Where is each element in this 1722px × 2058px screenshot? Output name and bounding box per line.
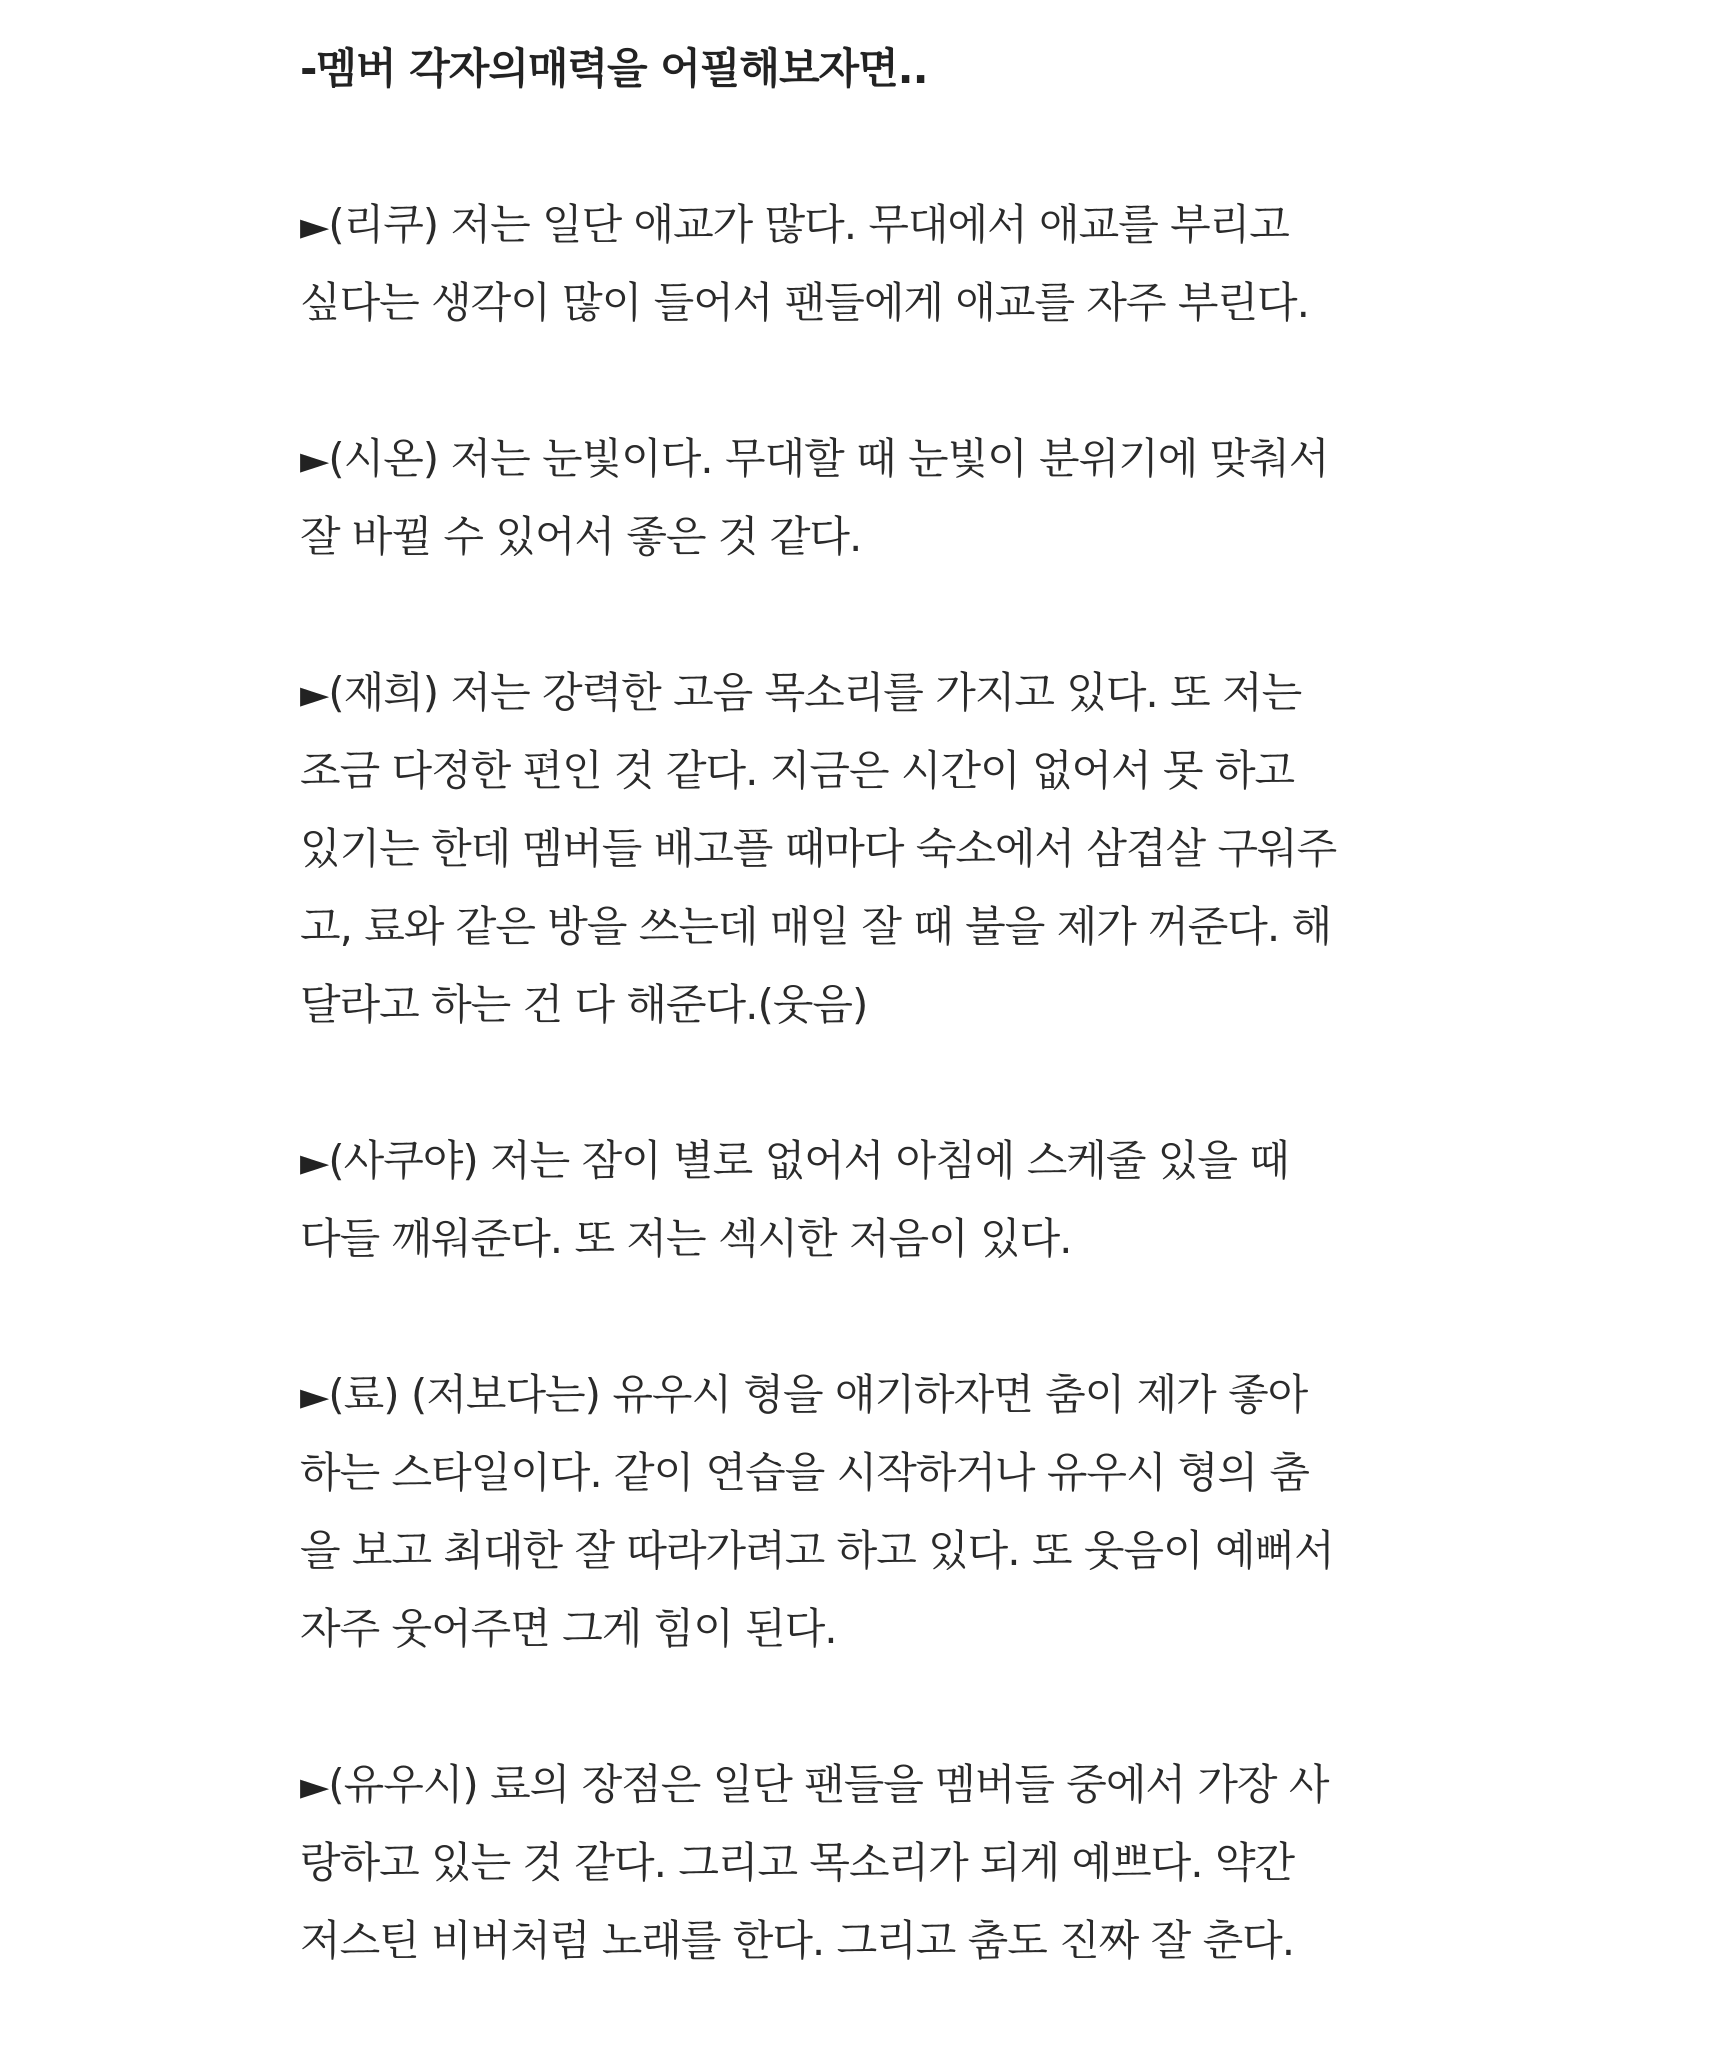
member-block-riku xyxy=(300,186,1420,342)
article-heading: -멤버 각자의매력을 어필해보자면.. xyxy=(300,44,928,93)
member-name: (유우시) xyxy=(328,1760,478,1809)
text-line: 다들 깨워준다. 또 저는 섹시한 저음이 있다. xyxy=(300,1214,1072,1263)
triangle-bullet-icon: ► xyxy=(300,438,329,482)
text-line: 저스틴 비버처럼 노래를 한다. 그리고 춤도 진짜 잘 춘다. xyxy=(300,1916,1295,1965)
triangle-bullet-icon: ► xyxy=(300,1374,329,1418)
member-name: (료) xyxy=(328,1370,399,1419)
member-block-yushi xyxy=(300,1746,1420,1980)
text-line xyxy=(300,1122,1420,1200)
text-line xyxy=(300,420,1420,498)
text-line: 싶다는 생각이 많이 들어서 팬들에게 애교를 자주 부린다. xyxy=(300,278,1309,327)
triangle-bullet-icon: ► xyxy=(300,1140,329,1184)
text-line xyxy=(300,186,1420,264)
member-name: (사쿠야) xyxy=(328,1136,478,1185)
text-line: 달라고 하는 건 다 해준다.(웃음) xyxy=(300,980,868,1029)
member-name: (재희) xyxy=(328,668,439,717)
text-line: 조금 다정한 편인 것 같다. 지금은 시간이 없어서 못 하고 xyxy=(300,746,1295,795)
text-line: 을 보고 최대한 잘 따라가려고 하고 있다. 또 웃음이 예뻐서 xyxy=(300,1526,1334,1575)
triangle-bullet-icon: ► xyxy=(300,204,329,248)
member-text: 저는 강력한 고음 목소리를 가지고 있다. 또 저는 xyxy=(438,668,1302,717)
member-block-sion xyxy=(300,420,1420,576)
member-text: 료의 장점은 일단 팬들을 멤버들 중에서 가장 사 xyxy=(477,1760,1329,1809)
member-text: 저는 잠이 별로 없어서 아침에 스케줄 있을 때 xyxy=(477,1136,1289,1185)
member-text: 저는 눈빛이다. 무대할 때 눈빛이 분위기에 맞춰서 xyxy=(438,434,1329,483)
triangle-bullet-icon: ► xyxy=(300,1764,329,1808)
text-line: 하는 스타일이다. 같이 연습을 시작하거나 유우시 형의 춤 xyxy=(300,1448,1309,1497)
member-block-ryo xyxy=(300,1356,1420,1668)
triangle-bullet-icon: ► xyxy=(300,672,329,716)
member-block-jaehee xyxy=(300,654,1420,1044)
text-line xyxy=(300,1746,1420,1824)
article-body xyxy=(300,30,1420,2058)
text-line xyxy=(300,1356,1420,1434)
text-line: 랑하고 있는 것 같다. 그리고 목소리가 되게 예쁘다. 약간 xyxy=(300,1838,1295,1887)
member-text: 저는 일단 애교가 많다. 무대에서 애교를 부리고 xyxy=(438,200,1289,249)
member-text: (저보다는) 유우시 형을 얘기하자면 춤이 제가 좋아 xyxy=(398,1370,1308,1419)
member-name: (리쿠) xyxy=(328,200,439,249)
text-line: 고, 료와 같은 방을 쓰는데 매일 잘 때 불을 제가 꺼준다. 해 xyxy=(300,902,1332,951)
text-line xyxy=(300,654,1420,732)
member-name: (시온) xyxy=(328,434,439,483)
text-line: 있기는 한데 멤버들 배고플 때마다 숙소에서 삼겹살 구워주 xyxy=(300,824,1337,873)
member-block-sakuya xyxy=(300,1122,1420,1278)
text-line: 자주 웃어주면 그게 힘이 된다. xyxy=(300,1604,837,1653)
text-line: 잘 바뀔 수 있어서 좋은 것 같다. xyxy=(300,512,862,561)
